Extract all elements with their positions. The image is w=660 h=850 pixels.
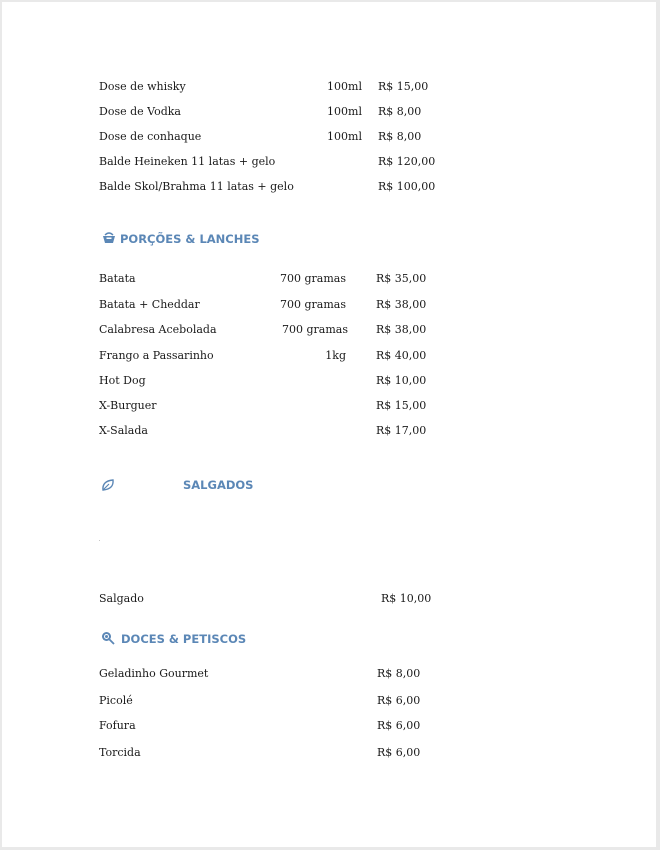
list-item [99,105,181,118]
list-item [99,349,214,362]
item-name: Fofura [99,719,136,732]
item-price: R$ 15,00 [376,399,427,412]
list-item [99,374,146,387]
list-item [99,667,208,680]
item-name: Picolé [99,694,133,707]
item-price: R$ 10,00 [376,374,427,387]
item-name: Salgado [99,592,144,605]
lollipop-icon [100,630,116,646]
list-item [99,80,186,93]
item-price: R$ 38,00 [376,323,427,336]
leaf-icon [100,477,116,493]
list-item [99,694,133,707]
item-qty: 100ml [327,80,362,93]
item-price: R$ 8,00 [378,130,422,143]
item-name: Balde Heineken 11 latas + gelo [99,155,276,168]
item-price: R$ 15,00 [378,80,429,93]
list-item [99,719,136,732]
item-price: R$ 100,00 [378,180,436,193]
item-name: Dose de whisky [99,80,186,93]
list-item [99,323,217,336]
list-item [99,130,201,143]
item-price: R$ 35,00 [376,272,427,285]
item-qty: 1kg [325,349,346,362]
item-qty: 100ml [327,130,362,143]
list-item [99,592,144,605]
list-item [99,424,148,437]
item-price: R$ 6,00 [377,694,421,707]
item-name: Calabresa Acebolada [99,323,217,336]
item-price: R$ 40,00 [376,349,427,362]
item-price: R$ 10,00 [381,592,432,605]
list-item [99,155,275,168]
item-name: X-Burguer [99,399,157,412]
menu-page [2,2,656,847]
item-name: Batata [99,272,136,285]
item-price: R$ 8,00 [378,105,422,118]
item-price: R$ 6,00 [377,746,421,759]
item-name: Frango a Passarinho [99,349,214,362]
section-title-salgados: SALGADOS [183,478,254,492]
item-qty: 700 gramas [280,272,346,285]
item-name: Dose de conhaque [99,130,202,143]
section-title-porcoes: PORÇÕES & LANCHES [120,232,260,246]
item-name: Hot Dog [99,374,146,387]
item-name: Geladinho Gourmet [99,667,209,680]
list-item [99,298,200,311]
item-name: Balde Skol/Brahma 11 latas + gelo [99,180,294,193]
food-bowl-icon [101,230,117,246]
item-name: X-Salada [99,424,148,437]
item-qty: 700 gramas [280,298,346,311]
item-price: R$ 8,00 [377,667,421,680]
list-item [99,180,294,193]
item-qty: 100ml [327,105,362,118]
item-name: Torcida [99,746,141,759]
item-price: R$ 38,00 [376,298,427,311]
item-qty: 700 gramas [282,323,348,336]
list-item [99,399,156,412]
item-name: Batata + Cheddar [99,298,200,311]
item-price: R$ 17,00 [376,424,427,437]
list-item [99,272,136,285]
item-price: R$ 120,00 [378,155,436,168]
list-item [99,746,141,759]
item-price: R$ 6,00 [377,719,421,732]
item-name: Dose de Vodka [99,105,181,118]
stray-mark [99,540,100,541]
section-title-doces: DOCES & PETISCOS [121,632,247,646]
